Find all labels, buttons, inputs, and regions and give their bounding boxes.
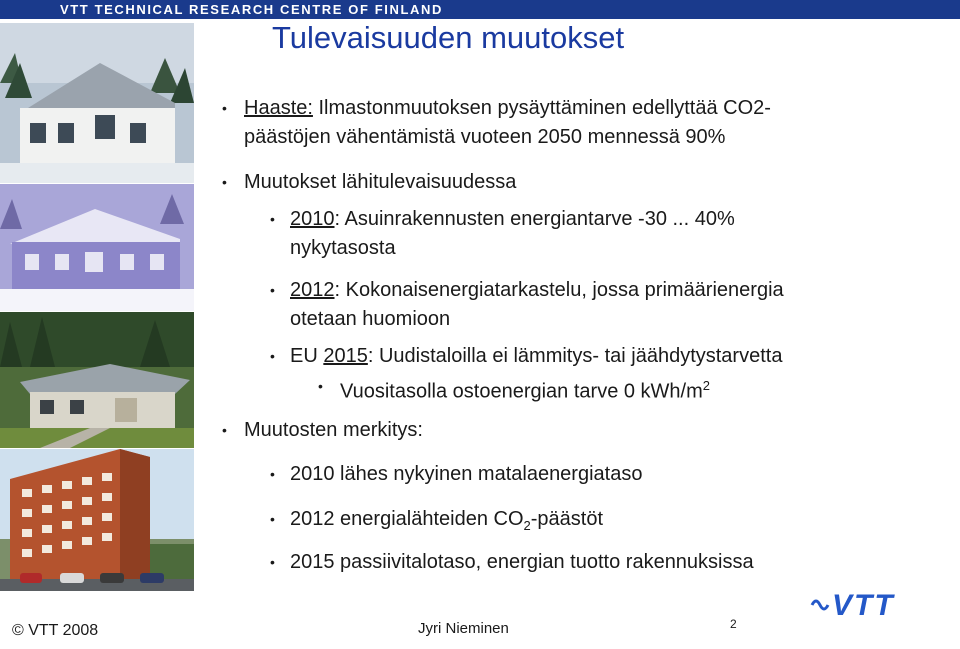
year-2010: 2010 <box>290 208 335 230</box>
bullet-marker: • <box>222 422 227 438</box>
sub-2012-significance: 2012 energialähteiden $CO_2$-päästöt <box>290 508 604 533</box>
sub-2010-line1: 2010: Asuinrakennusten energiantarve -30 ... 40% <box>290 208 735 230</box>
sub-annual-energy: Vuositasolla ostoenergian tarve 0 kWh/$m^2$ <box>340 378 711 403</box>
sub-2012-line1: 2012: Kokonaisenergiatarkastelu, jossa primäärienergia <box>290 279 784 301</box>
year-2015: 2015 <box>323 345 368 367</box>
bullet-challenge-line1 <box>244 96 771 120</box>
bullet-marker: • <box>222 100 227 116</box>
sub-eu-2015: EU 2015: Uudistaloilla ei lämmitys- tai jäähdytystarvetta <box>290 345 783 367</box>
bullet-significance: Muutosten merkitys: <box>244 419 423 441</box>
building-photo-4 <box>0 449 194 591</box>
sub-2010-line2: nykytasosta <box>290 237 396 259</box>
house-photo-2 <box>0 184 194 311</box>
sub-2010-significance: 2010 lähes nykyinen matalaenergiataso <box>290 463 643 485</box>
vtt-logo-mark <box>810 583 920 623</box>
bullet-marker: • <box>270 282 275 298</box>
bullet-marker: • <box>270 554 275 570</box>
header-org: VTT TECHNICAL RESEARCH CENTRE OF FINLAND <box>60 2 443 17</box>
bullet-marker: • <box>318 378 323 394</box>
bullet-marker: • <box>222 174 227 190</box>
bullet-marker: • <box>270 211 275 227</box>
challenge-label: Haaste: <box>244 97 313 119</box>
bullet-near-future: Muutokset lähitulevaisuudessa <box>244 171 517 193</box>
house-photo-1 <box>0 23 194 183</box>
year-2012: 2012 <box>290 279 335 301</box>
bullet-marker: • <box>270 466 275 482</box>
bullet-marker: • <box>270 511 275 527</box>
vtt-logo <box>810 583 920 623</box>
house-photo-3 <box>0 312 194 448</box>
bullet-marker: • <box>270 348 275 364</box>
sub-2012-line2: otetaan huomioon <box>290 308 451 330</box>
slide-title: Tulevaisuuden muutokset <box>272 20 625 55</box>
bullet-challenge-line2: päästöjen vähentämistä vuoteen 2050 mennessä 90% <box>244 126 726 148</box>
footer-author: Jyri Nieminen <box>418 620 509 637</box>
challenge-text: Ilmastonmuutoksen pysäyttäminen edellyttää CO2- <box>312 97 771 119</box>
sub-2015-significance: 2015 passiivitalotaso, energian tuotto rakennuksissa <box>290 551 754 573</box>
footer-page-number: 2 <box>730 617 737 631</box>
vtt-logo-text: VTT <box>832 589 895 622</box>
footer-copyright: © VTT 2008 <box>12 622 99 639</box>
header-bar <box>0 0 960 19</box>
